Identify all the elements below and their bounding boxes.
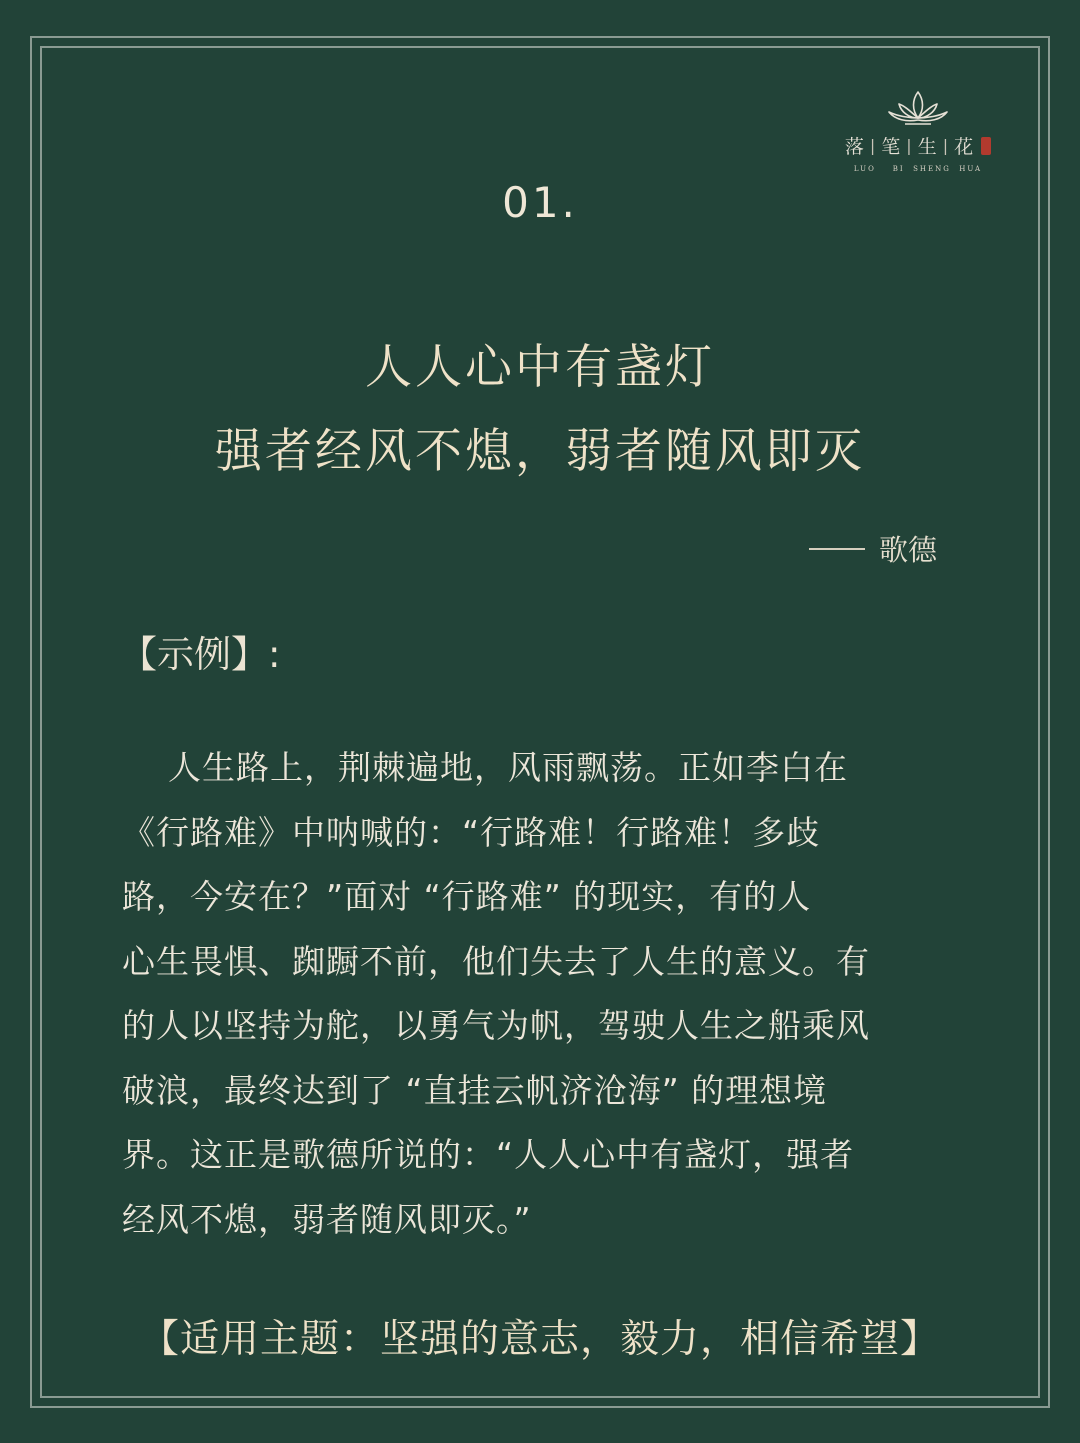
brand-logo [838, 88, 998, 183]
paragraph-line: 《行路难》中呐喊的：“行路难！行路难！多歧 [122, 812, 821, 852]
applicable-topics: 【适用主题：坚强的意志，毅力，相信希望】 [139, 1317, 940, 1362]
logo-wordmark [838, 132, 998, 159]
section-number: 01. [502, 178, 578, 227]
logo-pinyin: LUO BI SHENG HUA [853, 165, 983, 173]
author-name: 歌德 [878, 533, 937, 567]
logo-separator: | [906, 136, 912, 155]
attribution-dash [809, 548, 865, 550]
logo-separator: | [869, 136, 876, 155]
paragraph-line: 人生路上，荆棘遍地，风雨飘荡。正如李白在 [122, 748, 848, 787]
paragraph-line: 破浪，最终达到了 “直挂云帆济沧海” 的理想境 [122, 1070, 828, 1110]
paragraph-line: 心生畏惧、踟蹰不前，他们失去了人生的意义。有 [122, 941, 870, 981]
logo-char: 花 [954, 136, 974, 158]
lotus-icon [887, 88, 949, 128]
quote-line-2: 强者经风不熄，弱者随风即灭 [215, 424, 865, 479]
example-heading: 【示例】: [120, 633, 281, 676]
example-paragraph [122, 736, 962, 1252]
logo-char: 笔 [881, 136, 901, 158]
quote-attribution [809, 528, 937, 569]
paragraph-line: 界。这正是歌德所说的：“人人心中有盏灯，强者 [122, 1135, 855, 1174]
paragraph-line: 路，今安在？”面对 “行路难” 的现实，有的人 [122, 877, 812, 916]
quote-line-1: 人人心中有盏灯 [365, 340, 715, 395]
logo-char: 落 [844, 136, 864, 158]
paragraph-line: 经风不熄，弱者随风即灭。” [122, 1199, 532, 1239]
logo-separator: | [942, 136, 949, 155]
seal-stamp-icon [981, 137, 991, 155]
logo-char: 生 [917, 136, 937, 158]
paragraph-line: 的人以坚持为舵，以勇气为帆，驾驶人生之船乘风 [122, 1006, 870, 1045]
